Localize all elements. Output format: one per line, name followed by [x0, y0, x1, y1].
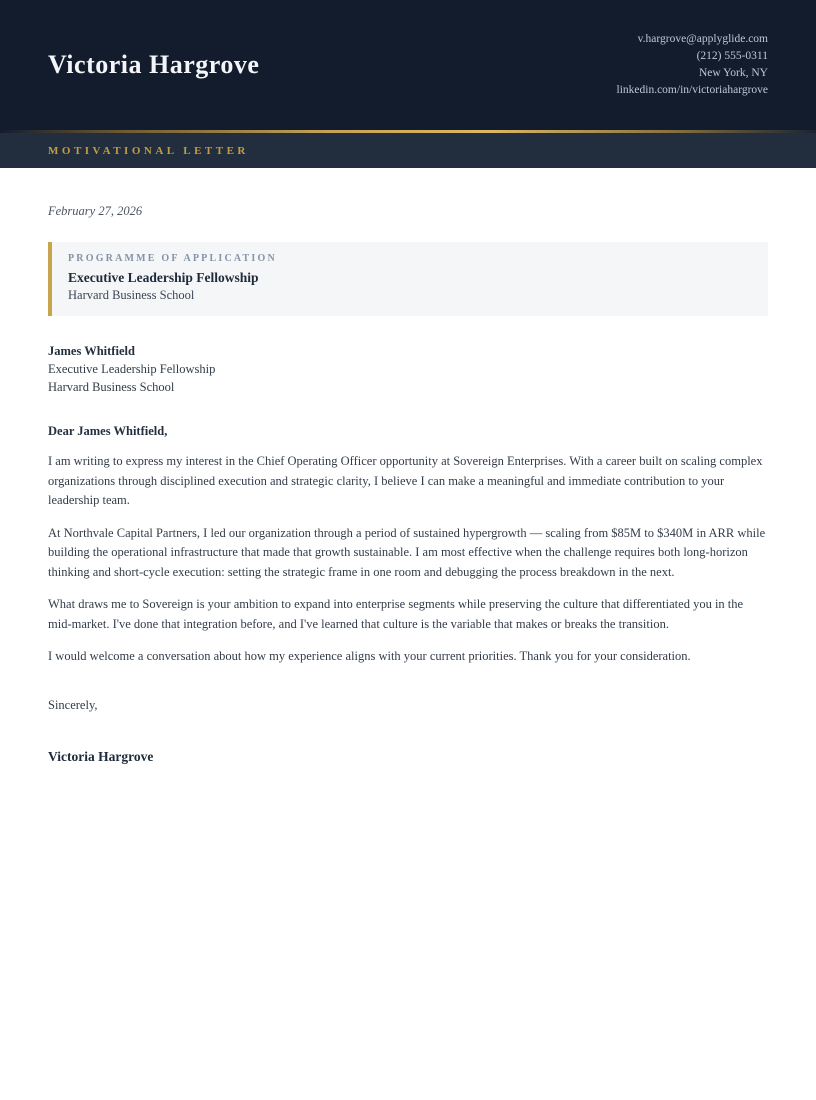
letter-date: February 27, 2026 — [48, 204, 143, 218]
closing: Sincerely, — [48, 697, 98, 712]
signature-name: Victoria Hargrove — [48, 748, 154, 764]
paragraph: At Northvale Capital Partners, I led our organization through a period of sustained hypergrowth — scaling from $85M to $340M in ARR while building the operational infrastructure that made that growth sustainable. I am most effective when the challenge requires both long-horizon thinking and short-cycle execution: setting the strategic frame in one room and debugging the process breakdown in the next. — [48, 525, 766, 579]
recipient-name: James Whitfield — [48, 344, 135, 358]
salutation: Dear James Whitfield, — [48, 424, 168, 438]
section-bar — [0, 133, 816, 168]
paragraph: What draws me to Sovereign is your ambition to expand into enterprise segments while preserving the culture that differentiated you in the mid-market. I've done that integration before, and I've learned that culture is the variable that makes or breaks the transition. — [48, 597, 744, 631]
letterhead — [0, 0, 816, 130]
contact-email: v.hargrove@applyglide.com — [637, 33, 768, 45]
recipient-programme: Executive Leadership Fellowship — [48, 362, 216, 376]
programme-title: Executive Leadership Fellowship — [68, 270, 259, 285]
letter-paragraphs — [48, 452, 768, 667]
recipient-institution: Harvard Business School — [48, 380, 175, 394]
contact-block — [617, 31, 768, 99]
recipient-block — [48, 342, 768, 396]
applicant-name: Victoria Hargrove — [48, 50, 260, 79]
contact-phone: (212) 555-0311 — [696, 50, 768, 62]
paragraph: I am writing to express my interest in the Chief Operating Officer opportunity at Sovereign Enterprises. With a career built on scaling complex organizations through disciplined execution and strategic clarity, I believe I can make a meaningful and immediate contribution to your leadership team. — [48, 454, 763, 507]
contact-location: New York, NY — [698, 67, 768, 79]
programme-label: PROGRAMME OF APPLICATION — [68, 253, 277, 264]
programme-institution: Harvard Business School — [68, 288, 195, 302]
programme-callout — [48, 242, 768, 316]
contact-linkedin: linkedin.com/in/victoriahargrove — [616, 84, 768, 96]
section-title: MOTIVATIONAL LETTER — [48, 144, 249, 157]
letter-body — [0, 168, 816, 765]
paragraph: I would welcome a conversation about how my experience aligns with your current priorities. Thank you for your consideration. — [48, 649, 691, 663]
